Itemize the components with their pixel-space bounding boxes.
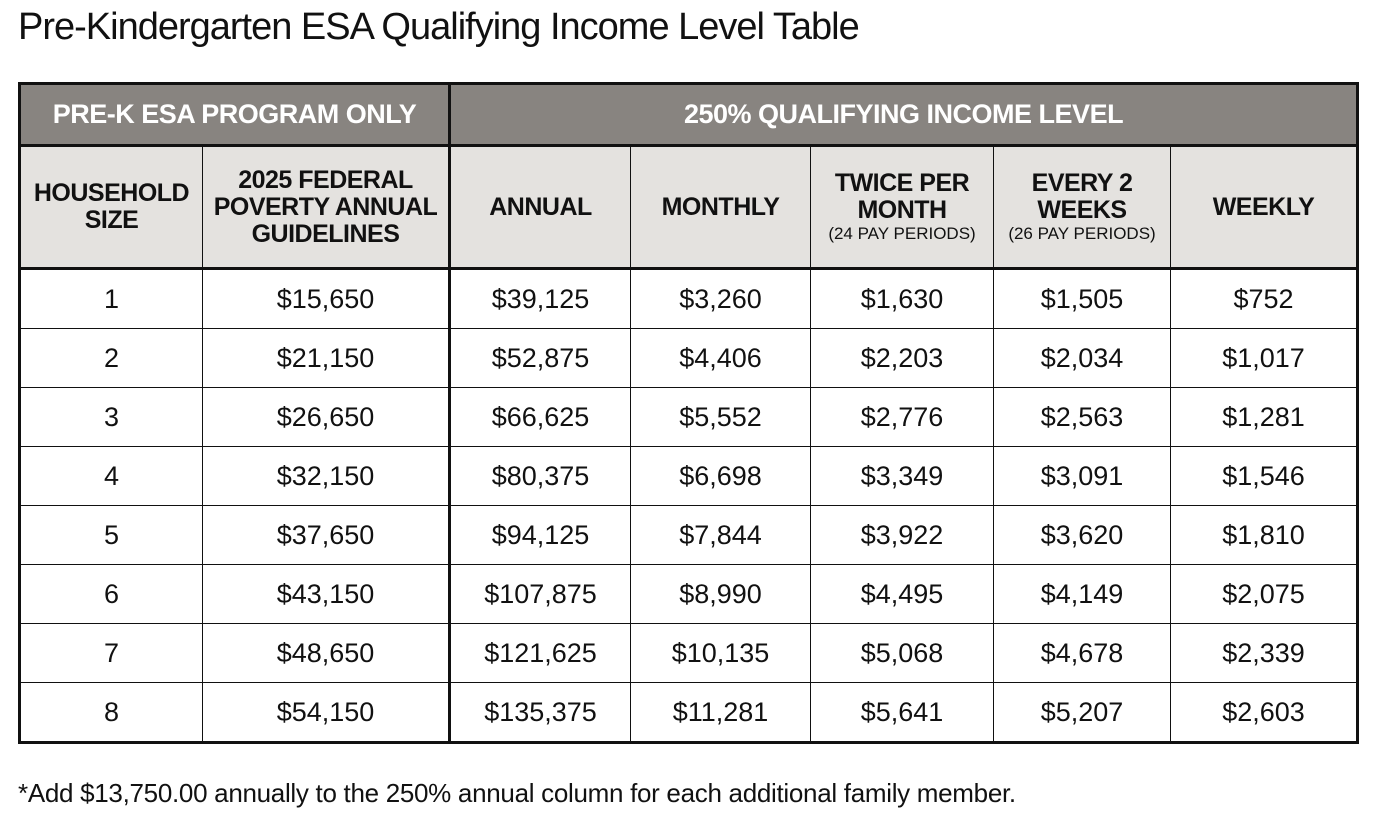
household-size-cell: 1 <box>20 269 203 329</box>
column-header-row <box>20 146 1358 269</box>
table-body <box>20 269 1358 743</box>
weekly-cell: $1,810 <box>1171 506 1358 565</box>
every-2-weeks-cell: $2,034 <box>994 329 1171 388</box>
column-header-sublabel: (24 PAY PERIODS) <box>828 224 976 243</box>
table-row <box>20 624 1358 683</box>
monthly-cell: $10,135 <box>631 624 811 683</box>
column-header-label: EVERY 2 WEEKS <box>1031 169 1133 224</box>
every-2-weeks-cell: $5,207 <box>994 683 1171 743</box>
monthly-cell: $7,844 <box>631 506 811 565</box>
poverty-guideline-cell: $37,650 <box>203 506 450 565</box>
twice-per-month-cell: $2,203 <box>811 329 994 388</box>
weekly-cell: $2,603 <box>1171 683 1358 743</box>
household-size-cell: 5 <box>20 506 203 565</box>
column-header-every-2-weeks <box>994 146 1171 269</box>
poverty-guideline-cell: $48,650 <box>203 624 450 683</box>
every-2-weeks-cell: $4,149 <box>994 565 1171 624</box>
table-row <box>20 506 1358 565</box>
weekly-cell: $2,075 <box>1171 565 1358 624</box>
monthly-cell: $3,260 <box>631 269 811 329</box>
table-row <box>20 329 1358 388</box>
column-header-household-size <box>20 146 203 269</box>
annual-cell: $94,125 <box>450 506 631 565</box>
income-level-table <box>18 82 1359 744</box>
column-header-monthly <box>631 146 811 269</box>
monthly-cell: $4,406 <box>631 329 811 388</box>
table-row <box>20 388 1358 447</box>
column-header-label: WEEKLY <box>1212 192 1315 221</box>
annual-cell: $66,625 <box>450 388 631 447</box>
weekly-cell: $1,281 <box>1171 388 1358 447</box>
annual-cell: $107,875 <box>450 565 631 624</box>
annual-cell: $135,375 <box>450 683 631 743</box>
household-size-cell: 2 <box>20 329 203 388</box>
twice-per-month-cell: $5,641 <box>811 683 994 743</box>
household-size-cell: 4 <box>20 447 203 506</box>
every-2-weeks-cell: $2,563 <box>994 388 1171 447</box>
poverty-guideline-cell: $43,150 <box>203 565 450 624</box>
monthly-cell: $6,698 <box>631 447 811 506</box>
column-header-label: ANNUAL <box>489 192 592 221</box>
household-size-cell: 8 <box>20 683 203 743</box>
column-header-label: HOUSEHOLD SIZE <box>33 179 190 234</box>
poverty-guideline-cell: $15,650 <box>203 269 450 329</box>
poverty-guideline-cell: $26,650 <box>203 388 450 447</box>
twice-per-month-cell: $1,630 <box>811 269 994 329</box>
column-header-annual <box>450 146 631 269</box>
monthly-cell: $8,990 <box>631 565 811 624</box>
column-header-label: MONTHLY <box>661 192 780 221</box>
every-2-weeks-cell: $3,620 <box>994 506 1171 565</box>
household-size-cell: 3 <box>20 388 203 447</box>
monthly-cell: $5,552 <box>631 388 811 447</box>
table-row <box>20 269 1358 329</box>
poverty-guideline-cell: $21,150 <box>203 329 450 388</box>
every-2-weeks-cell: $4,678 <box>994 624 1171 683</box>
table-row <box>20 447 1358 506</box>
page-title: Pre-Kindergarten ESA Qualifying Income Level Table <box>18 6 859 48</box>
column-header-poverty-guidelines <box>203 146 450 269</box>
weekly-cell: $2,339 <box>1171 624 1358 683</box>
weekly-cell: $752 <box>1171 269 1358 329</box>
twice-per-month-cell: $3,922 <box>811 506 994 565</box>
column-header-twice-per-month <box>811 146 994 269</box>
poverty-guideline-cell: $32,150 <box>203 447 450 506</box>
poverty-guideline-cell: $54,150 <box>203 683 450 743</box>
column-header-label: 2025 FEDERAL POVERTY ANNUAL GUIDELINES <box>213 165 438 248</box>
annual-cell: $52,875 <box>450 329 631 388</box>
annual-cell: $80,375 <box>450 447 631 506</box>
every-2-weeks-cell: $3,091 <box>994 447 1171 506</box>
column-header-label: TWICE PER MONTH <box>834 169 970 224</box>
annual-cell: $39,125 <box>450 269 631 329</box>
table-row <box>20 683 1358 743</box>
column-header-weekly <box>1171 146 1358 269</box>
household-size-cell: 6 <box>20 565 203 624</box>
monthly-cell: $11,281 <box>631 683 811 743</box>
weekly-cell: $1,017 <box>1171 329 1358 388</box>
twice-per-month-cell: $3,349 <box>811 447 994 506</box>
footnote: *Add $13,750.00 annually to the 250% annual column for each additional family member. <box>18 778 1016 808</box>
twice-per-month-cell: $2,776 <box>811 388 994 447</box>
twice-per-month-cell: $5,068 <box>811 624 994 683</box>
program-group-header: PRE-K ESA PROGRAM ONLY <box>20 84 450 146</box>
annual-cell: $121,625 <box>450 624 631 683</box>
column-header-sublabel: (26 PAY PERIODS) <box>1008 224 1156 243</box>
table-row <box>20 565 1358 624</box>
group-header-row <box>20 84 1358 146</box>
qualifying-group-header: 250% QUALIFYING INCOME LEVEL <box>450 84 1358 146</box>
twice-per-month-cell: $4,495 <box>811 565 994 624</box>
household-size-cell: 7 <box>20 624 203 683</box>
weekly-cell: $1,546 <box>1171 447 1358 506</box>
every-2-weeks-cell: $1,505 <box>994 269 1171 329</box>
